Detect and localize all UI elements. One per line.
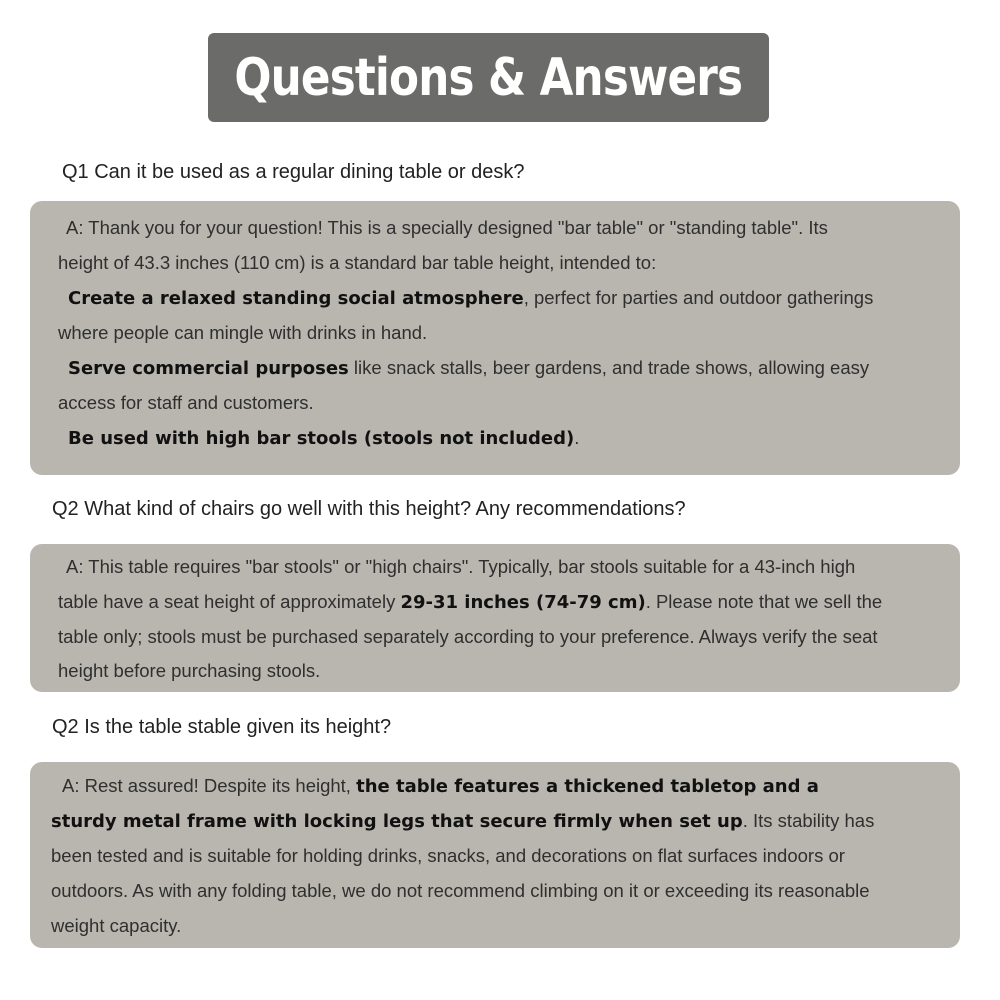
answer-3-line-5: weight capacity. xyxy=(51,915,182,936)
answer-3-line-3: been tested and is suitable for holding drinks, snacks, and decorations on flat surfaces indoors or xyxy=(51,845,845,866)
answer-1-line-5: Serve commercial purposes like snack stalls, beer gardens, and trade shows, allowing easy xyxy=(68,357,870,379)
answer-1-line-2: height of 43.3 inches (110 cm) is a standard bar table height, intended to: xyxy=(58,252,657,273)
answer-1-box xyxy=(30,201,960,475)
answer-2-box xyxy=(30,544,960,692)
answer-3-line-4: outdoors. As with any folding table, we do not recommend climbing on it or exceeding its reasonable xyxy=(51,880,870,901)
answer-1-bold-3: Be used with high bar stools (stools not included) xyxy=(68,428,575,449)
answer-1-line-4: where people can mingle with drinks in hand. xyxy=(58,322,428,343)
question-2: Q2 What kind of chairs go well with this height? Any recommendations? xyxy=(52,498,686,520)
answer-1-line-1: A: Thank you for your question! This is a specially designed "bar table" or "standing table". Its xyxy=(66,217,828,238)
title-banner xyxy=(208,33,769,122)
answer-2-line-2: table have a seat height of approximately 29-31 inches (74-79 cm). Please note that we sell the xyxy=(58,591,883,613)
answer-2-line-1: A: This table requires "bar stools" or "high chairs". Typically, bar stools suitable for a 43-inch high xyxy=(66,556,856,577)
answer-2-line-4: height before purchasing stools. xyxy=(58,660,321,681)
answer-1-line-3: Create a relaxed standing social atmosphere, perfect for parties and outdoor gatherings xyxy=(68,287,874,309)
page-title: Questions & Answers xyxy=(234,47,743,108)
question-3: Q2 Is the table stable given its height? xyxy=(52,716,392,738)
answer-2-line-3: table only; stools must be purchased separately according to your preference. Always verify the seat xyxy=(58,626,878,647)
answer-3-line-1: A: Rest assured! Despite its height, the table features a thickened tabletop and a xyxy=(62,775,819,797)
answer-1-bold-2: Serve commercial purposes xyxy=(68,358,349,379)
question-1: Q1 Can it be used as a regular dining table or desk? xyxy=(62,161,525,183)
answer-1-line-6: access for staff and customers. xyxy=(58,392,314,413)
answer-2-bold-1: 29-31 inches (74-79 cm) xyxy=(400,592,646,613)
answer-1-line-7: Be used with high bar stools (stools not included). xyxy=(68,427,580,449)
answer-3-bold-1: the table features a thickened tabletop and a xyxy=(356,776,819,797)
answer-1-bold-1: Create a relaxed standing social atmosphere xyxy=(68,288,524,309)
answer-3-line-2: sturdy metal frame with locking legs that secure firmly when set up. Its stability has xyxy=(51,810,875,832)
answer-3-box xyxy=(30,762,960,948)
answer-3-bold-2: sturdy metal frame with locking legs that secure firmly when set up xyxy=(51,811,743,832)
